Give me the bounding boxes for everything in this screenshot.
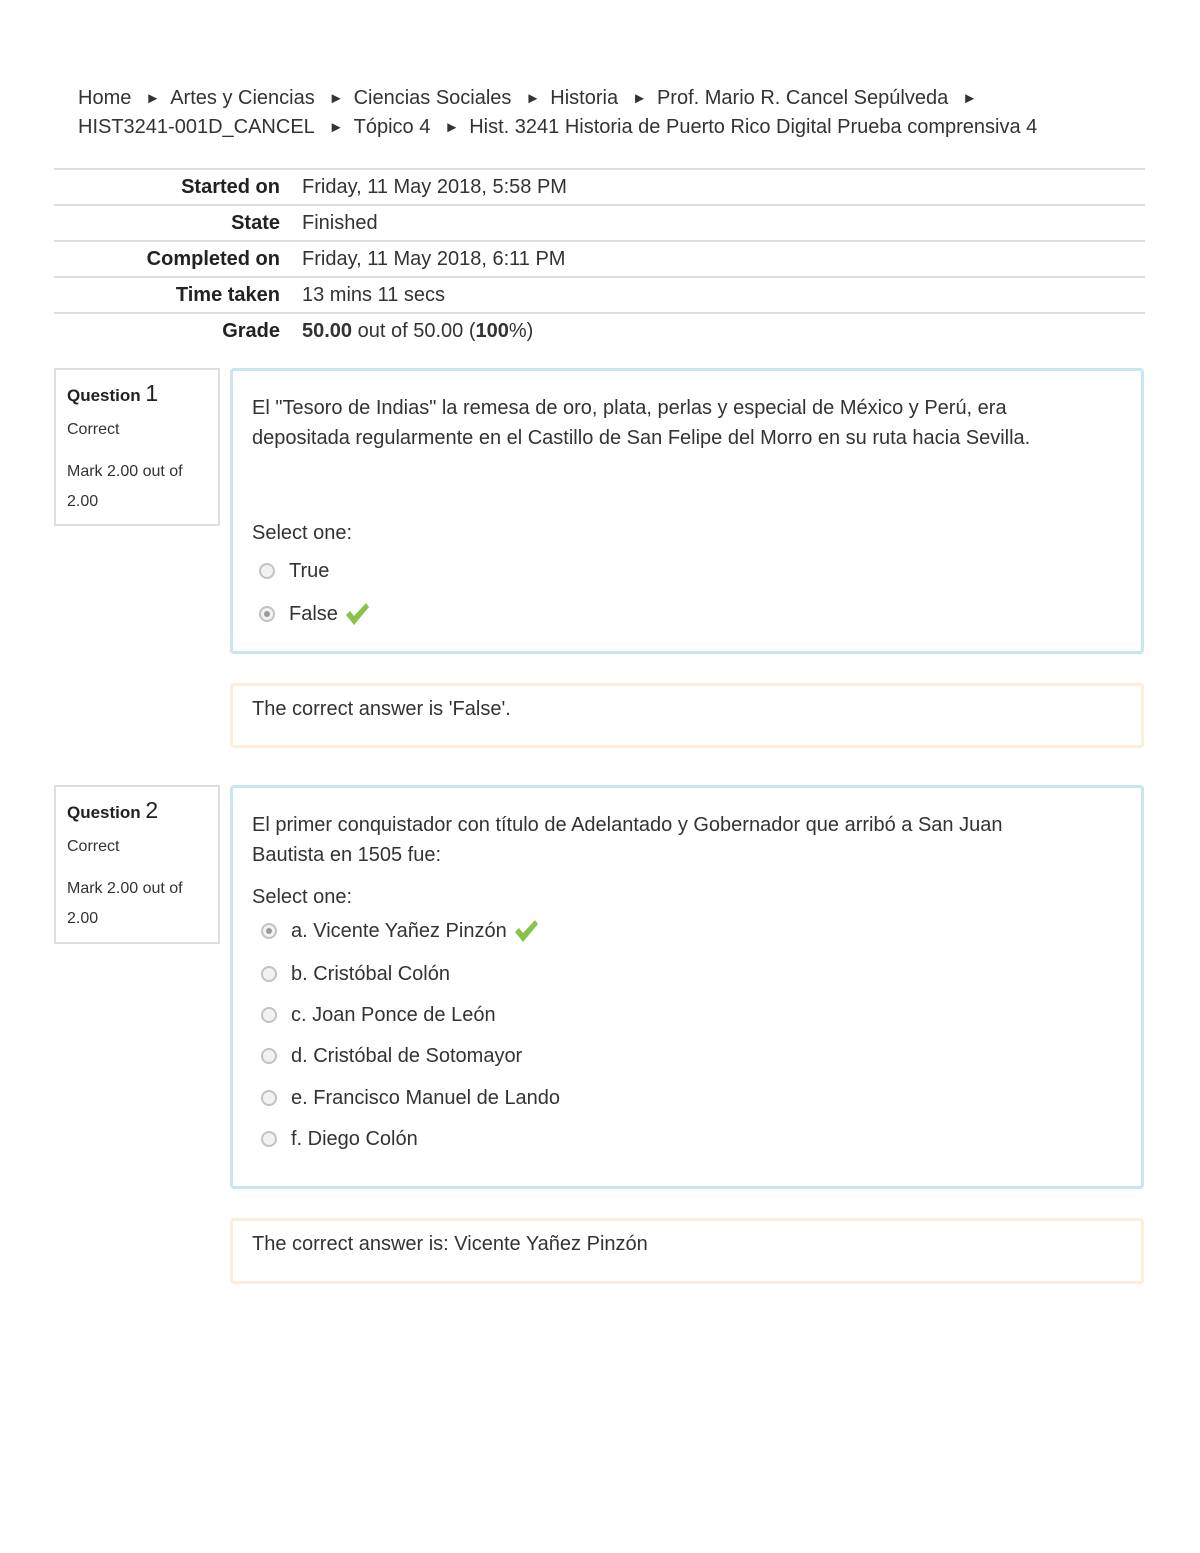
question-number: 1 — [145, 380, 159, 406]
breadcrumb-arrow-icon: ► — [444, 119, 460, 136]
correct-answer-text: The correct answer is 'False'. — [252, 698, 511, 720]
radio-button[interactable] — [261, 1090, 277, 1106]
summary-row-state — [54, 204, 1145, 240]
summary-value: Finished — [302, 211, 378, 234]
question-1-info — [54, 368, 220, 526]
summary-row-grade — [54, 312, 1145, 348]
question-text: El "Tesoro de Indias" la remesa de oro, plata, perlas y especial de México y Perú, era depositada regularmente en el Castillo de San Felipe del Morro en su ruta hacia Sevilla. — [252, 397, 1031, 449]
question-mark: Mark 2.00 out of 2.00 — [67, 880, 183, 927]
option-label: f. Diego Colón — [291, 1127, 418, 1150]
question-2-formulation — [230, 785, 1144, 1189]
radio-button[interactable] — [261, 966, 277, 982]
option-label: c. Joan Ponce de León — [291, 1003, 496, 1026]
summary-value: 13 mins 11 secs — [302, 283, 446, 306]
radio-button-selected[interactable] — [259, 606, 275, 622]
option-c[interactable] — [261, 1001, 1121, 1029]
option-label: e. Francisco Manuel de Lando — [291, 1086, 561, 1109]
question-2-feedback — [230, 1218, 1144, 1284]
summary-row-started — [54, 168, 1145, 204]
option-label: b. Cristóbal Colón — [291, 962, 450, 985]
radio-button[interactable] — [259, 563, 275, 579]
question-title — [67, 797, 218, 824]
breadcrumb-arrow-icon: ► — [145, 90, 161, 107]
question-text: El primer conquistador con título de Adelantado y Gobernador que arribó a San Juan Bautista en 1505 fue: — [252, 814, 1003, 866]
question-1-feedback — [230, 683, 1144, 748]
summary-value: Friday, 11 May 2018, 5:58 PM — [302, 175, 567, 198]
option-f[interactable] — [261, 1125, 1121, 1153]
option-e[interactable] — [261, 1084, 1121, 1112]
option-false[interactable] — [259, 600, 1121, 628]
select-one-prompt: Select one: — [252, 886, 353, 908]
option-label: a. Vicente Yañez Pinzón — [291, 919, 507, 942]
question-number: 2 — [145, 797, 159, 823]
grade-percent-end: %) — [508, 319, 534, 342]
option-b[interactable] — [261, 960, 1121, 988]
checkmark-icon — [344, 601, 370, 627]
breadcrumb-artes-y-ciencias[interactable]: Artes y Ciencias — [170, 87, 315, 109]
breadcrumb-historia[interactable]: Historia — [550, 87, 619, 109]
summary-label: State — [231, 211, 280, 234]
breadcrumb — [78, 84, 1138, 142]
radio-button[interactable] — [261, 1131, 277, 1147]
grade-score: 50.00 — [302, 319, 353, 342]
summary-label: Started on — [181, 175, 280, 198]
option-true[interactable] — [259, 557, 1121, 585]
attempt-summary — [54, 168, 1145, 348]
breadcrumb-topic[interactable]: Tópico 4 — [353, 116, 431, 138]
grade-out-of: out of 50.00 ( — [352, 319, 476, 342]
summary-label: Completed on — [146, 247, 280, 270]
option-label: d. Cristóbal de Sotomayor — [291, 1044, 523, 1067]
question-2-info — [54, 785, 220, 944]
question-label: Question — [67, 803, 141, 822]
breadcrumb-professor[interactable]: Prof. Mario R. Cancel Sepúlveda — [656, 87, 949, 109]
breadcrumb-quiz[interactable]: Hist. 3241 Historia de Puerto Rico Digital Prueba comprensiva 4 — [469, 116, 1038, 138]
summary-row-time-taken — [54, 276, 1145, 312]
select-one-prompt: Select one: — [252, 522, 353, 544]
breadcrumb-ciencias-sociales[interactable]: Ciencias Sociales — [353, 87, 512, 109]
radio-button-selected[interactable] — [261, 923, 277, 939]
option-label: False — [289, 602, 338, 625]
option-label: True — [289, 559, 330, 582]
summary-row-completed — [54, 240, 1145, 276]
question-title — [67, 380, 218, 407]
summary-label: Grade — [222, 319, 280, 342]
grade-value — [302, 320, 533, 343]
question-state: Correct — [67, 838, 120, 855]
breadcrumb-arrow-icon: ► — [328, 90, 344, 107]
question-mark: Mark 2.00 out of 2.00 — [67, 463, 183, 510]
correct-answer-text: The correct answer is: Vicente Yañez Pinzón — [252, 1233, 648, 1255]
breadcrumb-home[interactable]: Home — [78, 87, 132, 109]
summary-value: Friday, 11 May 2018, 6:11 PM — [302, 247, 566, 270]
breadcrumb-arrow-icon: ► — [328, 119, 344, 136]
summary-label: Time taken — [175, 283, 280, 306]
option-a[interactable] — [261, 917, 1121, 945]
breadcrumb-arrow-icon: ► — [962, 90, 978, 107]
grade-percent: 100 — [475, 319, 509, 342]
question-state: Correct — [67, 421, 120, 438]
breadcrumb-arrow-icon: ► — [632, 90, 647, 107]
breadcrumb-course[interactable]: HIST3241-001D_CANCEL — [78, 116, 315, 138]
option-d[interactable] — [261, 1042, 1121, 1070]
radio-button[interactable] — [261, 1007, 277, 1023]
breadcrumb-arrow-icon: ► — [525, 90, 541, 107]
question-label: Question — [67, 386, 141, 405]
question-1-formulation — [230, 368, 1144, 654]
checkmark-icon — [513, 918, 539, 944]
radio-button[interactable] — [261, 1048, 277, 1064]
